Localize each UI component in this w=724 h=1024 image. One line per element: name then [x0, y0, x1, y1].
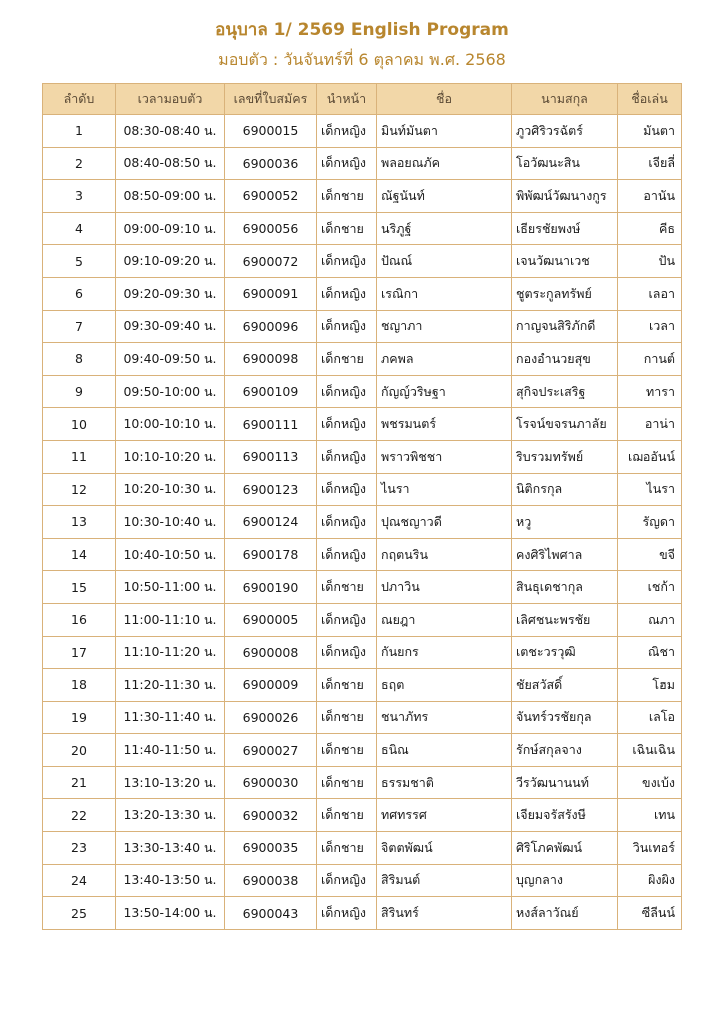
cell-time: 08:40-08:50 น. [116, 147, 225, 180]
cell-prefix: เด็กชาย [317, 799, 377, 832]
cell-first-name: พชรมนตร์ [377, 408, 512, 441]
table-row [43, 343, 682, 376]
cell-last-name: จันทร์วรชัยกุล [512, 701, 618, 734]
cell-app-no: 6900030 [225, 766, 317, 799]
table-row [43, 440, 682, 473]
table-row [43, 375, 682, 408]
cell-prefix: เด็กหญิง [317, 440, 377, 473]
cell-nickname: เทน [618, 799, 682, 832]
cell-order: 13 [43, 506, 116, 539]
table-row [43, 636, 682, 669]
cell-app-no: 6900098 [225, 343, 317, 376]
table-body [43, 115, 682, 930]
cell-prefix: เด็กชาย [317, 180, 377, 213]
table-row [43, 408, 682, 441]
cell-first-name: ทศทรรศ [377, 799, 512, 832]
cell-nickname: เลโอ [618, 701, 682, 734]
cell-order: 24 [43, 864, 116, 897]
cell-app-no: 6900123 [225, 473, 317, 506]
cell-last-name: ภูวศิริวรฉัตร์ [512, 115, 618, 148]
cell-order: 25 [43, 897, 116, 930]
cell-prefix: เด็กหญิง [317, 147, 377, 180]
table-row [43, 115, 682, 148]
cell-time: 09:30-09:40 น. [116, 310, 225, 343]
cell-order: 19 [43, 701, 116, 734]
cell-time: 13:40-13:50 น. [116, 864, 225, 897]
cell-order: 20 [43, 734, 116, 767]
cell-nickname: ณิชา [618, 636, 682, 669]
cell-first-name: มินท์มันตา [377, 115, 512, 148]
table-row [43, 277, 682, 310]
cell-nickname: ปัน [618, 245, 682, 278]
cell-nickname: กานต์ [618, 343, 682, 376]
cell-last-name: คงศิริไพศาล [512, 538, 618, 571]
table-row [43, 897, 682, 930]
cell-last-name: เธียรชัยพงษ์ [512, 212, 618, 245]
cell-time: 10:30-10:40 น. [116, 506, 225, 539]
cell-last-name: วีรวัฒนานนท์ [512, 766, 618, 799]
cell-first-name: ปภาวิน [377, 571, 512, 604]
cell-prefix: เด็กหญิง [317, 473, 377, 506]
cell-first-name: สิริมนต์ [377, 864, 512, 897]
table-row [43, 832, 682, 865]
cell-first-name: นริภูฐ์ [377, 212, 512, 245]
cell-first-name: กฤตนริน [377, 538, 512, 571]
cell-first-name: สิรินทร์ [377, 897, 512, 930]
cell-prefix: เด็กหญิง [317, 864, 377, 897]
cell-nickname: ขงเบ้ง [618, 766, 682, 799]
cell-app-no: 6900072 [225, 245, 317, 278]
cell-nickname: ผิงผิง [618, 864, 682, 897]
cell-app-no: 6900113 [225, 440, 317, 473]
cell-last-name: พิพัฒน์วัฒนางกูร [512, 180, 618, 213]
cell-prefix: เด็กหญิง [317, 538, 377, 571]
cell-time: 11:40-11:50 น. [116, 734, 225, 767]
cell-prefix: เด็กหญิง [317, 636, 377, 669]
cell-order: 17 [43, 636, 116, 669]
cell-prefix: เด็กหญิง [317, 408, 377, 441]
cell-nickname: วินเทอร์ [618, 832, 682, 865]
cell-app-no: 6900035 [225, 832, 317, 865]
cell-prefix: เด็กหญิง [317, 310, 377, 343]
cell-time: 09:40-09:50 น. [116, 343, 225, 376]
cell-order: 16 [43, 603, 116, 636]
cell-nickname: เชก้า [618, 571, 682, 604]
col-header-last-name: นามสกุล [512, 84, 618, 115]
cell-time: 10:50-11:00 น. [116, 571, 225, 604]
table-row [43, 212, 682, 245]
table-row [43, 506, 682, 539]
table-row [43, 147, 682, 180]
cell-time: 09:50-10:00 น. [116, 375, 225, 408]
cell-last-name: เจียมจรัสรังษี [512, 799, 618, 832]
table-row [43, 799, 682, 832]
cell-nickname: คีธ [618, 212, 682, 245]
cell-nickname: ซีลีนน์ [618, 897, 682, 930]
cell-time: 13:30-13:40 น. [116, 832, 225, 865]
cell-first-name: ณัฐนันท์ [377, 180, 512, 213]
cell-first-name: จิตตพัฒน์ [377, 832, 512, 865]
cell-nickname: เฌออันน์ [618, 440, 682, 473]
cell-time: 09:00-09:10 น. [116, 212, 225, 245]
cell-time: 11:20-11:30 น. [116, 669, 225, 702]
table-row [43, 310, 682, 343]
cell-first-name: พลอยณภัค [377, 147, 512, 180]
cell-first-name: ไนรา [377, 473, 512, 506]
cell-last-name: เลิศชนะพรชัย [512, 603, 618, 636]
cell-app-no: 6900036 [225, 147, 317, 180]
cell-prefix: เด็กหญิง [317, 506, 377, 539]
cell-prefix: เด็กหญิง [317, 115, 377, 148]
cell-nickname: มันตา [618, 115, 682, 148]
cell-time: 10:10-10:20 น. [116, 440, 225, 473]
cell-nickname: เวลา [618, 310, 682, 343]
cell-order: 2 [43, 147, 116, 180]
cell-app-no: 6900043 [225, 897, 317, 930]
cell-prefix: เด็กชาย [317, 669, 377, 702]
cell-first-name: กันยกร [377, 636, 512, 669]
cell-last-name: หวู [512, 506, 618, 539]
cell-time: 13:50-14:00 น. [116, 897, 225, 930]
cell-last-name: สุกิจประเสริฐ [512, 375, 618, 408]
table-row [43, 180, 682, 213]
cell-last-name: โอวัฒนะสิน [512, 147, 618, 180]
cell-app-no: 6900056 [225, 212, 317, 245]
cell-first-name: พราวพิชชา [377, 440, 512, 473]
cell-order: 1 [43, 115, 116, 148]
cell-app-no: 6900032 [225, 799, 317, 832]
cell-last-name: หงส์ลาวัณย์ [512, 897, 618, 930]
cell-prefix: เด็กชาย [317, 766, 377, 799]
cell-first-name: ชนาภัทร [377, 701, 512, 734]
cell-app-no: 6900178 [225, 538, 317, 571]
cell-order: 15 [43, 571, 116, 604]
table-row [43, 571, 682, 604]
cell-last-name: ริบรวมทรัพย์ [512, 440, 618, 473]
cell-app-no: 6900091 [225, 277, 317, 310]
table-row [43, 245, 682, 278]
table-row [43, 669, 682, 702]
cell-prefix: เด็กหญิง [317, 277, 377, 310]
table-row [43, 701, 682, 734]
cell-order: 7 [43, 310, 116, 343]
cell-app-no: 6900111 [225, 408, 317, 441]
cell-nickname: อาน่า [618, 408, 682, 441]
cell-app-no: 6900008 [225, 636, 317, 669]
cell-nickname: ขจี [618, 538, 682, 571]
cell-nickname: อานัน [618, 180, 682, 213]
cell-first-name: ภคพล [377, 343, 512, 376]
table-row [43, 473, 682, 506]
cell-last-name: รักษ์สกุลจาง [512, 734, 618, 767]
cell-first-name: ธนิณ [377, 734, 512, 767]
cell-app-no: 6900009 [225, 669, 317, 702]
cell-nickname: โฮม [618, 669, 682, 702]
enrollment-table [42, 83, 682, 930]
cell-app-no: 6900015 [225, 115, 317, 148]
cell-first-name: ปัณณ์ [377, 245, 512, 278]
cell-time: 08:50-09:00 น. [116, 180, 225, 213]
cell-last-name: สินธุเดชากุล [512, 571, 618, 604]
col-header-first-name: ชื่อ [377, 84, 512, 115]
cell-first-name: เรณิกา [377, 277, 512, 310]
cell-nickname: เลอา [618, 277, 682, 310]
table-row [43, 603, 682, 636]
cell-prefix: เด็กหญิง [317, 603, 377, 636]
cell-nickname: เจียลี่ [618, 147, 682, 180]
col-header-app-no: เลขที่ใบสมัคร [225, 84, 317, 115]
col-header-prefix: นำหน้า [317, 84, 377, 115]
table-row [43, 734, 682, 767]
cell-order: 8 [43, 343, 116, 376]
cell-time: 10:00-10:10 น. [116, 408, 225, 441]
col-header-nickname: ชื่อเล่น [618, 84, 682, 115]
cell-time: 11:00-11:10 น. [116, 603, 225, 636]
col-header-time: เวลามอบตัว [116, 84, 225, 115]
cell-order: 23 [43, 832, 116, 865]
cell-order: 3 [43, 180, 116, 213]
cell-last-name: นิติกรกุล [512, 473, 618, 506]
cell-last-name: กองอำนวยสุข [512, 343, 618, 376]
table-row [43, 864, 682, 897]
cell-last-name: กาญจนสิริภักดี [512, 310, 618, 343]
cell-last-name: ชัยสวัสดิ์ [512, 669, 618, 702]
cell-app-no: 6900190 [225, 571, 317, 604]
cell-prefix: เด็กชาย [317, 212, 377, 245]
cell-first-name: ธฤต [377, 669, 512, 702]
cell-app-no: 6900026 [225, 701, 317, 734]
cell-order: 14 [43, 538, 116, 571]
page-title: อนุบาล 1/ 2569 English Program [215, 20, 509, 40]
cell-order: 12 [43, 473, 116, 506]
cell-order: 5 [43, 245, 116, 278]
cell-first-name: ณยฎา [377, 603, 512, 636]
cell-last-name: ชูตระกูลทรัพย์ [512, 277, 618, 310]
cell-nickname: ณภา [618, 603, 682, 636]
cell-app-no: 6900096 [225, 310, 317, 343]
cell-first-name: กัญญ์วริษฐา [377, 375, 512, 408]
col-header-order: ลำดับ [43, 84, 116, 115]
cell-first-name: ธรรมชาติ [377, 766, 512, 799]
cell-prefix: เด็กชาย [317, 734, 377, 767]
cell-prefix: เด็กหญิง [317, 375, 377, 408]
cell-order: 9 [43, 375, 116, 408]
cell-order: 10 [43, 408, 116, 441]
cell-app-no: 6900027 [225, 734, 317, 767]
cell-order: 22 [43, 799, 116, 832]
cell-prefix: เด็กชาย [317, 571, 377, 604]
cell-time: 10:40-10:50 น. [116, 538, 225, 571]
cell-last-name: โรจน์ขจรนภาลัย [512, 408, 618, 441]
cell-time: 13:10-13:20 น. [116, 766, 225, 799]
table-header-row [43, 84, 682, 115]
cell-last-name: บุญกลาง [512, 864, 618, 897]
cell-prefix: เด็กหญิง [317, 897, 377, 930]
cell-order: 18 [43, 669, 116, 702]
cell-app-no: 6900005 [225, 603, 317, 636]
table-row [43, 538, 682, 571]
cell-order: 6 [43, 277, 116, 310]
cell-prefix: เด็กหญิง [317, 245, 377, 278]
cell-time: 11:30-11:40 น. [116, 701, 225, 734]
cell-first-name: ปุณชญาวดี [377, 506, 512, 539]
cell-last-name: ศิริโภคพัฒน์ [512, 832, 618, 865]
cell-time: 10:20-10:30 น. [116, 473, 225, 506]
cell-time: 09:20-09:30 น. [116, 277, 225, 310]
table-row [43, 766, 682, 799]
cell-order: 11 [43, 440, 116, 473]
cell-app-no: 6900052 [225, 180, 317, 213]
cell-last-name: เตชะวรวุฒิ [512, 636, 618, 669]
cell-nickname: ไนรา [618, 473, 682, 506]
cell-app-no: 6900124 [225, 506, 317, 539]
cell-app-no: 6900109 [225, 375, 317, 408]
cell-prefix: เด็กชาย [317, 343, 377, 376]
cell-nickname: ทารา [618, 375, 682, 408]
cell-app-no: 6900038 [225, 864, 317, 897]
cell-order: 21 [43, 766, 116, 799]
cell-prefix: เด็กชาย [317, 832, 377, 865]
cell-time: 09:10-09:20 น. [116, 245, 225, 278]
cell-time: 11:10-11:20 น. [116, 636, 225, 669]
page-subtitle: มอบตัว : วันจันทร์ที่ 6 ตุลาคม พ.ศ. 2568 [218, 50, 506, 69]
cell-time: 13:20-13:30 น. [116, 799, 225, 832]
cell-nickname: เฉินเฉิน [618, 734, 682, 767]
cell-first-name: ชญาภา [377, 310, 512, 343]
cell-nickname: รัญดา [618, 506, 682, 539]
cell-order: 4 [43, 212, 116, 245]
cell-prefix: เด็กชาย [317, 701, 377, 734]
cell-time: 08:30-08:40 น. [116, 115, 225, 148]
cell-last-name: เจนวัฒนาเวช [512, 245, 618, 278]
